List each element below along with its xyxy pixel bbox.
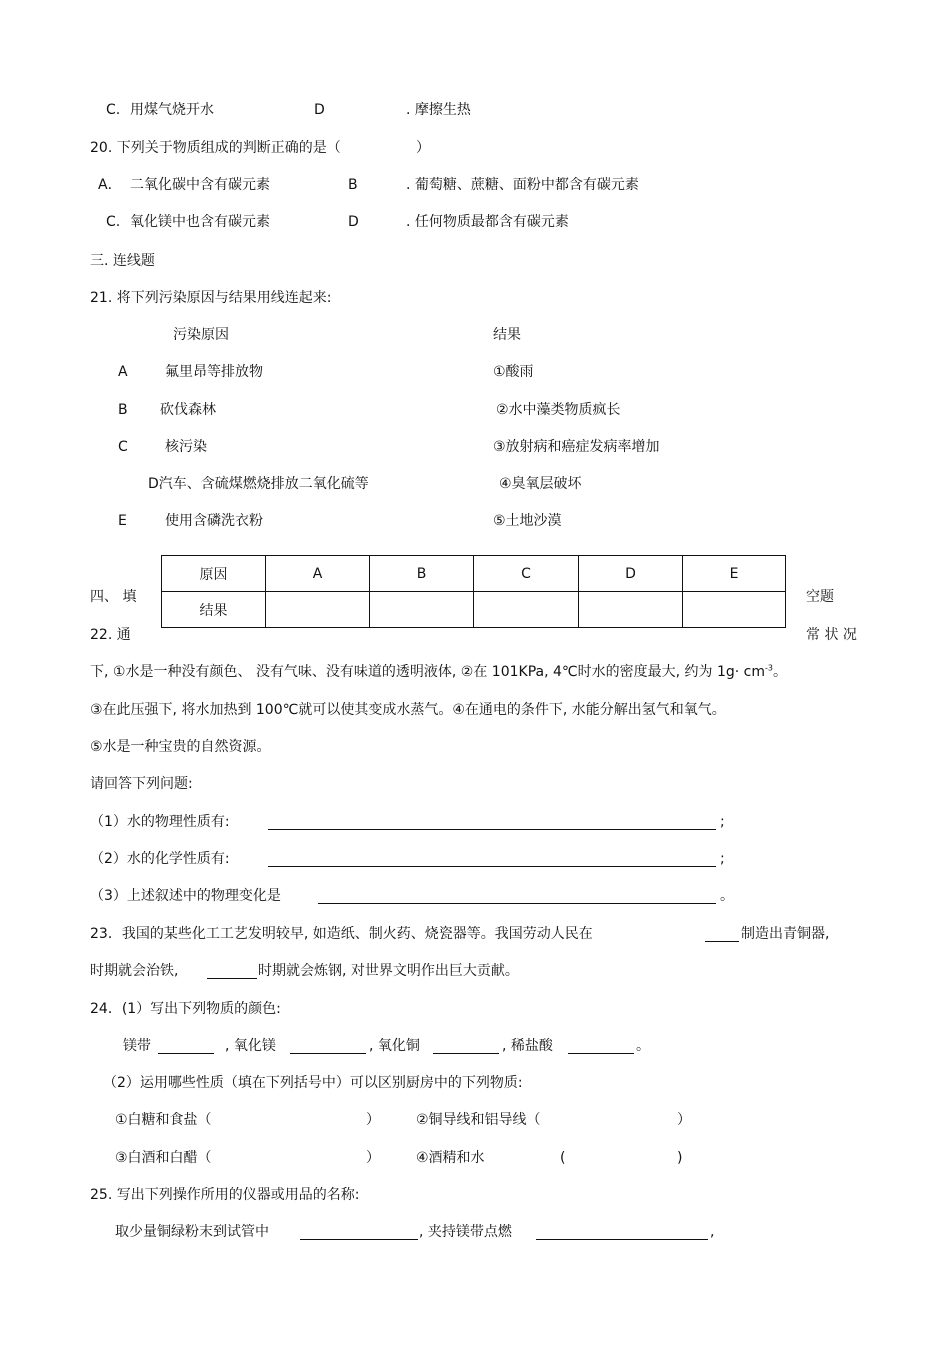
q21-result: ③放射病和癌症发病率增加 <box>493 439 660 455</box>
q24-item-3: ③白酒和白醋（ <box>115 1150 212 1166</box>
table-cell-label: 结果 <box>162 592 266 628</box>
q23-line-2-start: 时期就会治铁, <box>90 963 179 979</box>
q22-tail: 常 状 况 <box>806 627 857 643</box>
q22-question-2-end: ; <box>720 851 725 867</box>
q25-answer-blank-2[interactable] <box>536 1223 708 1240</box>
q20-stem: 20. 下列关于物质组成的判断正确的是（ <box>90 140 341 156</box>
section-4-title-right: 空题 <box>806 589 834 605</box>
q24-part-2: （2）运用哪些性质（填在下列括号中）可以区别厨房中的下列物质: <box>103 1075 523 1091</box>
q24-hcl-label: , 稀盐酸 <box>502 1038 553 1054</box>
q24-cuo-blank[interactable] <box>433 1037 499 1054</box>
q22-line-1 <box>90 663 787 681</box>
q24-item-1: ①白糖和食盐（ <box>115 1112 212 1128</box>
q23-line-1: 23．我国的某些化工工艺发明较早, 如造纸、制火药、烧瓷器等。我国劳动人民在 <box>90 926 593 942</box>
q20-option-a-letter: A． <box>98 177 122 193</box>
q22-question-2: （2）水的化学性质有: <box>90 851 230 867</box>
q24-item-4-open: ( <box>560 1150 566 1166</box>
q24-item-1-close: ） <box>366 1112 380 1128</box>
q21-cause-text: D汽车、含硫煤燃烧排放二氧化硫等 <box>148 476 369 492</box>
q21-cause-letter: E <box>118 513 127 529</box>
table-answer-cell[interactable] <box>266 592 370 628</box>
q24-item-2-close: ） <box>677 1112 691 1128</box>
q25-answer-blank-1[interactable] <box>300 1223 418 1240</box>
q23-answer-blank-1[interactable] <box>705 925 739 942</box>
q20-stem-close: ） <box>416 140 430 156</box>
q22-prompt: 请回答下列问题: <box>90 776 193 792</box>
table-answer-cell[interactable] <box>683 592 786 628</box>
table-answer-cell[interactable] <box>370 592 474 628</box>
q24-item-4-close: ) <box>677 1150 683 1166</box>
q21-cause-letter: C <box>118 439 128 455</box>
q24-line-end: 。 <box>636 1038 650 1054</box>
q22-line-3: ⑤水是一种宝贵的自然资源。 <box>90 739 271 755</box>
q23-line-1-end: 制造出青铜器, <box>741 926 830 942</box>
q24-item-2: ②铜导线和铝导线（ <box>416 1112 541 1128</box>
q22-line-1-text: 下, ①水是一种没有颜色、 没有气味、没有味道的透明液体, ②在 101KPa, 4℃时水的密度最大, 约为 1g· cm <box>90 664 766 680</box>
q20-option-d-letter: D <box>348 214 359 230</box>
q23-line-2-end: 时期就会炼钢, 对世界文明作出巨大贡献。 <box>258 963 519 979</box>
q19-option-c-letter: C. <box>106 102 121 118</box>
q22-answer-blank-1[interactable] <box>268 813 716 830</box>
q21-result: ⑤土地沙漠 <box>493 513 562 529</box>
q20-option-c-text: 氧化镁中也含有碳元素 <box>130 214 270 230</box>
q25-stem: 25. 写出下列操作所用的仪器或用品的名称: <box>90 1187 360 1203</box>
q25-item-1: 取少量铜绿粉末到试管中 <box>115 1224 269 1240</box>
q22-question-1: （1）水的物理性质有: <box>90 814 230 830</box>
q24-item-3-close: ） <box>366 1150 380 1166</box>
q21-cause-text: 使用含磷洗衣粉 <box>165 513 263 529</box>
q25-line-end: , <box>710 1224 715 1240</box>
q21-cause-text: 氟里昂等排放物 <box>165 364 263 380</box>
q21-result-header: 结果 <box>493 327 521 343</box>
q22-question-1-end: ; <box>720 814 725 830</box>
q21-result: ④臭氧层破坏 <box>499 476 582 492</box>
q21-cause-text: 核污染 <box>165 439 207 455</box>
q25-item-2: , 夹持镁带点燃 <box>419 1224 512 1240</box>
q22-number: 22. 通 <box>90 627 131 643</box>
q24-mg-label: 镁带 <box>123 1038 151 1054</box>
answer-table <box>161 555 786 628</box>
q24-hcl-blank[interactable] <box>568 1037 634 1054</box>
q21-result: ①酸雨 <box>493 364 534 380</box>
table-header-cell: B <box>370 556 474 592</box>
q21-cause-header: 污染原因 <box>173 327 229 343</box>
q23-answer-blank-2[interactable] <box>207 962 257 979</box>
q20-option-a-text: 二氧化碳中含有碳元素 <box>130 177 270 193</box>
q24-mgo-blank[interactable] <box>290 1037 366 1054</box>
q22-question-3-end: 。 <box>720 888 734 904</box>
q22-line-1-sup: -3 <box>765 663 773 673</box>
q19-option-d-text: . 摩擦生热 <box>406 102 471 118</box>
q24-mg-blank[interactable] <box>158 1037 214 1054</box>
q20-option-d-text: . 任何物质最都含有碳元素 <box>406 214 569 230</box>
q21-cause-letter: B <box>118 402 128 418</box>
table-row <box>162 556 786 592</box>
table-answer-cell[interactable] <box>474 592 579 628</box>
q22-answer-blank-3[interactable] <box>318 887 716 904</box>
q21-cause-letter: A <box>118 364 128 380</box>
q24-item-4: ④酒精和水 <box>416 1150 485 1166</box>
q20-option-b-letter: B <box>348 177 358 193</box>
q19-option-c-text: 用煤气烧开水 <box>130 102 214 118</box>
table-header-cell: A <box>266 556 370 592</box>
section-3-title: 三. 连线题 <box>90 253 155 269</box>
q19-option-d-letter: D <box>314 102 325 118</box>
q20-option-c-letter: C. <box>106 214 121 230</box>
section-4-title-left: 四、 填 <box>90 589 137 605</box>
q24-cuo-label: , 氧化铜 <box>369 1038 420 1054</box>
table-answer-cell[interactable] <box>579 592 683 628</box>
table-cell-label: 原因 <box>162 556 266 592</box>
table-header-cell: D <box>579 556 683 592</box>
table-row <box>162 592 786 628</box>
q22-line-1-end: 。 <box>773 664 787 680</box>
table-header-cell: E <box>683 556 786 592</box>
q21-stem: 21. 将下列污染原因与结果用线连起来: <box>90 290 332 306</box>
table-header-cell: C <box>474 556 579 592</box>
q24-part-1: 24．(1）写出下列物质的颜色: <box>90 1001 281 1017</box>
q20-option-b-text: . 葡萄糖、蔗糖、面粉中都含有碳元素 <box>406 177 639 193</box>
q22-line-2: ③在此压强下, 将水加热到 100℃就可以使其变成水蒸气。④在通电的条件下, 水能分解出氢气和氧气。 <box>90 702 726 718</box>
q22-question-3: （3）上述叙述中的物理变化是 <box>90 888 281 904</box>
q22-answer-blank-2[interactable] <box>268 850 716 867</box>
q21-cause-text: 砍伐森林 <box>160 402 216 418</box>
q24-mgo-label: , 氧化镁 <box>225 1038 276 1054</box>
q21-result: ②水中藻类物质疯长 <box>496 402 621 418</box>
